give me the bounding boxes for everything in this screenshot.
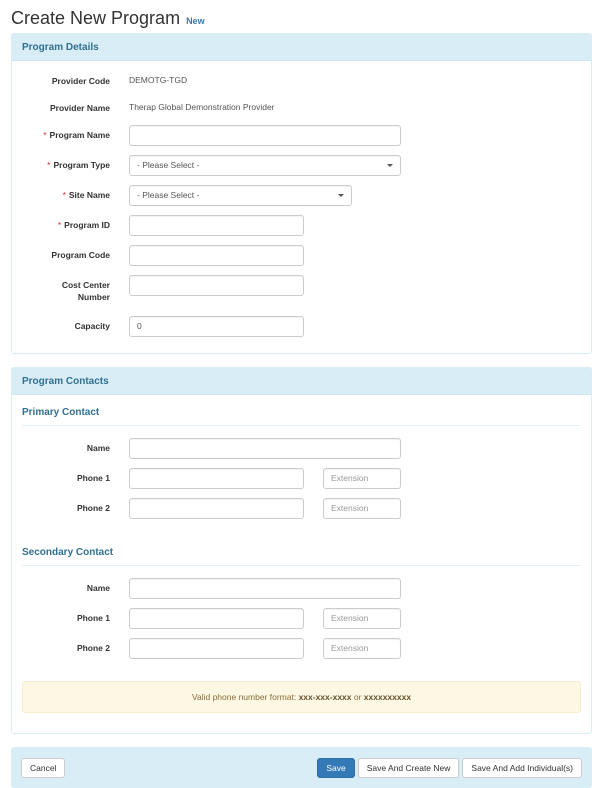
- program-type-select[interactable]: [129, 155, 401, 176]
- program-type-row: [22, 155, 581, 176]
- secondary-name-label: Name: [86, 583, 110, 593]
- secondary-phone1-input[interactable]: [129, 608, 304, 629]
- primary-contact-title: Primary Contact: [22, 395, 581, 426]
- save-button-group: [317, 758, 582, 778]
- secondary-name-row: [22, 578, 581, 599]
- primary-phone2-label: Phone 2: [76, 503, 110, 513]
- page-title: Create New Program: [11, 8, 181, 28]
- chevron-down-icon: [387, 164, 393, 167]
- cost-center-input[interactable]: [129, 275, 304, 296]
- capacity-row: [22, 316, 581, 337]
- primary-phone1-input[interactable]: [129, 468, 304, 489]
- capacity-label: Capacity: [74, 321, 110, 331]
- site-name-label: Site Name: [68, 190, 110, 200]
- cost-center-row: [22, 275, 581, 303]
- phone-format-alert: Valid phone number format: xxx-xxx-xxxx or xxxxxxxxxx: [22, 681, 581, 713]
- primary-name-label: Name: [86, 443, 110, 453]
- program-type-selected: - Please Select -: [137, 160, 200, 170]
- title-row: [11, 0, 592, 33]
- secondary-phone2-row: [22, 638, 581, 659]
- program-name-label: Program Name: [49, 130, 110, 140]
- program-id-label: Program ID: [64, 220, 110, 230]
- required-marker: *: [43, 130, 47, 140]
- new-badge: New: [186, 16, 205, 26]
- program-code-row: [22, 245, 581, 266]
- save-and-add-individuals-button[interactable]: Save And Add Individual(s): [462, 758, 582, 778]
- program-id-row: [22, 215, 581, 236]
- site-name-select[interactable]: [129, 185, 352, 206]
- capacity-input[interactable]: 0: [129, 316, 304, 337]
- primary-name-input[interactable]: [129, 438, 401, 459]
- program-type-label: Program Type: [53, 160, 110, 170]
- program-name-input[interactable]: [129, 125, 401, 146]
- save-button[interactable]: Save: [317, 758, 354, 778]
- required-marker: *: [47, 160, 51, 170]
- provider-code-row: [22, 71, 581, 92]
- secondary-contact-title: Secondary Contact: [22, 528, 581, 566]
- primary-phone1-row: [22, 468, 581, 489]
- program-details-panel: [11, 33, 592, 354]
- program-code-label: Program Code: [51, 250, 110, 260]
- cost-center-label: Cost Center Number: [61, 280, 110, 302]
- primary-phone2-input[interactable]: [129, 498, 304, 519]
- secondary-phone2-label: Phone 2: [76, 643, 110, 653]
- required-marker: *: [57, 220, 62, 230]
- secondary-name-input[interactable]: [129, 578, 401, 599]
- provider-name-label: Provider Name: [50, 103, 110, 113]
- program-contacts-panel: [11, 367, 592, 734]
- provider-name-value: Therap Global Demonstration Provider: [129, 102, 275, 112]
- primary-phone1-extension-input[interactable]: Extension: [323, 468, 401, 489]
- program-contacts-heading: Program Contacts: [12, 368, 591, 395]
- program-code-input[interactable]: [129, 245, 304, 266]
- program-id-input[interactable]: [129, 215, 304, 236]
- secondary-phone1-row: [22, 608, 581, 629]
- program-name-row: [22, 125, 581, 146]
- provider-code-label: Provider Code: [51, 76, 110, 86]
- site-name-selected: - Please Select -: [137, 190, 200, 200]
- form-actions-bar: [11, 747, 592, 788]
- save-and-create-new-button[interactable]: Save And Create New: [358, 758, 460, 778]
- program-details-heading: Program Details: [12, 34, 591, 61]
- secondary-phone2-input[interactable]: [129, 638, 304, 659]
- cancel-button[interactable]: Cancel: [21, 758, 65, 778]
- primary-name-row: [22, 438, 581, 459]
- provider-code-value: DEMOTG-TGD: [129, 75, 188, 85]
- primary-phone2-row: [22, 498, 581, 519]
- site-name-row: [22, 185, 581, 206]
- required-marker: *: [62, 190, 66, 200]
- secondary-phone1-extension-input[interactable]: Extension: [323, 608, 401, 629]
- chevron-down-icon: [338, 194, 344, 197]
- secondary-phone1-label: Phone 1: [76, 613, 110, 623]
- secondary-phone2-extension-input[interactable]: Extension: [323, 638, 401, 659]
- provider-name-row: [22, 98, 581, 119]
- primary-phone2-extension-input[interactable]: Extension: [323, 498, 401, 519]
- primary-phone1-label: Phone 1: [76, 473, 110, 483]
